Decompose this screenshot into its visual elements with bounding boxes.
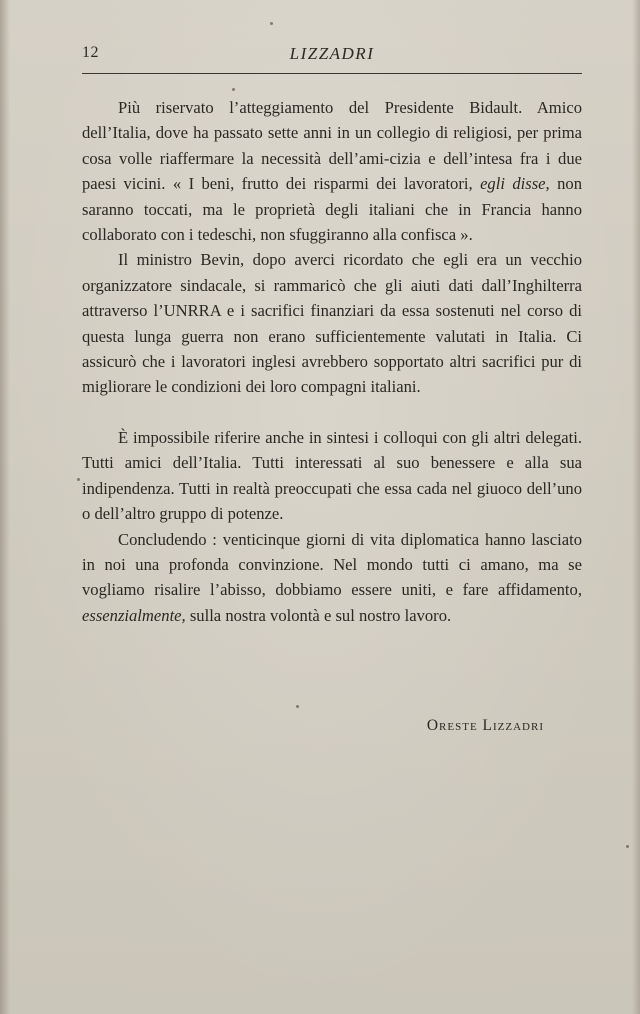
text-run: Più riservato l’atteggiamento del Presidente Bidault. Amico dell’Italia, dove ha passato sette anni in un collegio di religiosi, per prima cosa volle riaffermare la necessità dell’ami-cizia e dell’intesa fra i due paesi vicini. « I beni, frutto dei risparmi dei lavoratori, [82,98,582,194]
paragraph-bevin [82,247,582,399]
text-run: non saranno toccati, ma le proprietà degli italiani che in Francia hanno collaborato con i tedeschi, non sfuggiranno alla confisca ». [82,174,583,245]
paper-speck [232,88,235,91]
paragraph-conclusione [82,527,582,629]
text-run: È impossibile riferire anche in sintesi i colloqui con gli altri delegati. Tutti amici dell’Italia. Tutti interessati al suo benessere e alla sua indipendenza. Tutti in realtà preoccupati che essa cada nel giuoco dell’uno o dell’altro gruppo di potenze. [82,427,582,524]
paragraph-bidault [82,95,582,247]
paragraph-colloqui [82,425,582,527]
paper-speck [296,705,299,708]
text-run: sulla nostra volontà e sul nostro lavoro. [185,605,452,625]
paper-speck [626,845,629,848]
text-run: Concludendo : venticinque giorni di vita diplomatica hanno lasciato in noi una profonda convinzione. Nel mondo tutti ci amano, ma se vogliamo risalire l’abisso, dobbiamo essere uniti, e fare affidamento, [82,529,582,600]
running-head [82,44,582,70]
paper-speck [270,22,273,25]
running-title: LIZZADRI [289,44,375,63]
body-text [82,95,582,628]
paper-speck [77,478,80,481]
header-rule [82,73,582,74]
text-run: Il ministro Bevin, dopo averci ricordato che egli era un vecchio organizzatore sindacale, si rammaricò che gli aiuti dati dall’Inghilterra attraverso l’UNRRA e i sacrifici finanziari da essa sostenuti nel corso di questa lunga guerra non erano sufficientemente valutati in Italia. Ci assicurò che i lavoratori inglesi avrebbero sopportato altri sacrifici pur di migliorare le condizioni dei loro compagni italiani. [82,250,582,397]
author-signature: Oreste Lizzadri [426,717,544,734]
page-number: 12 [82,44,99,61]
italic-phrase: essenzialmente, [82,605,186,625]
italic-phrase: egli disse, [480,174,550,194]
